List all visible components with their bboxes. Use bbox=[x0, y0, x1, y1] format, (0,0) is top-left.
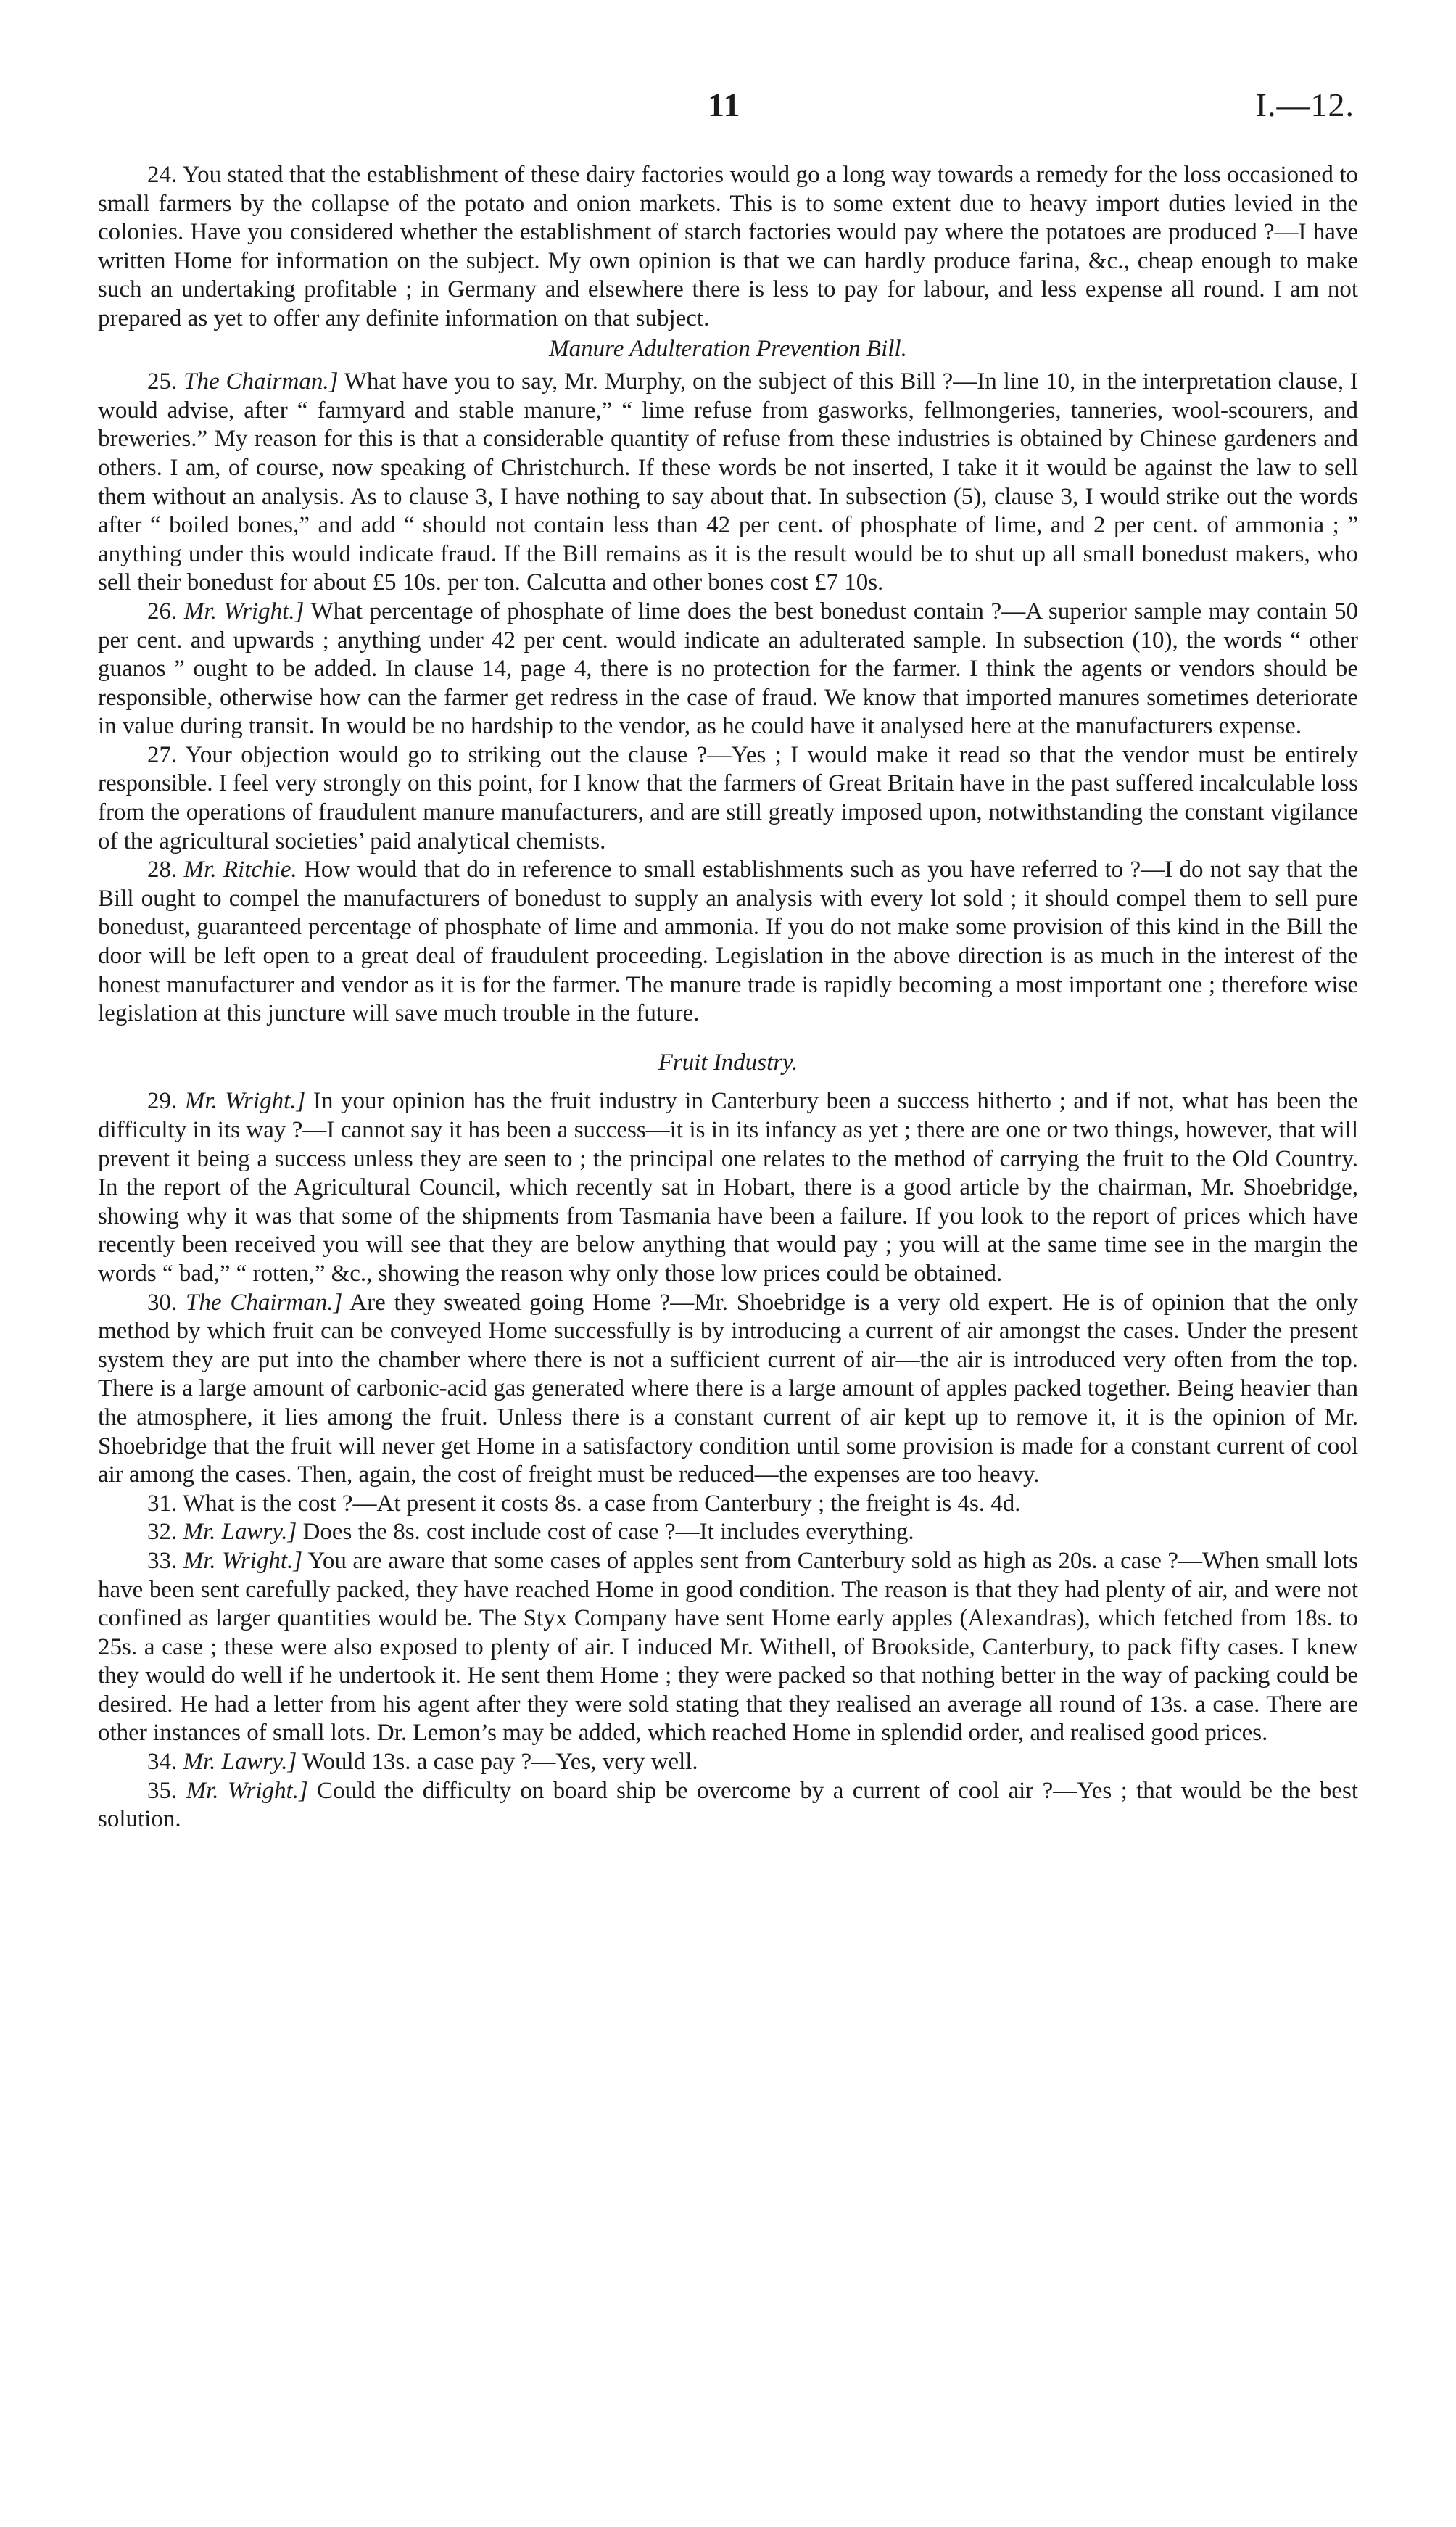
section-heading-fruit: Fruit Industry. bbox=[658, 1049, 798, 1076]
document-reference: I.—12. bbox=[1255, 86, 1354, 123]
paragraph-28: 28. Mr. Ritchie. How would that do in reference to small establishments such as you have referred to ?—I do not say that the Bill ought to compel the manufacturers of bonedust to supply an analysis with every lot sold ; it should compel them to sell pure bonedust, guaranteed percentage of phosphate of lime and ammonia. If you do not make some provision of this kind in the Bill the door will be left open to a great deal of fraudulent proceeding. Legislation in the above direction is as much in the interest of the honest manufacturer and vendor as it is for the farmer. The manure trade is rapidly becoming a most important one ; therefore wise legislation at this juncture will save much trouble in the future. bbox=[98, 857, 1359, 1027]
speaker: Mr. Ritchie. bbox=[183, 857, 297, 883]
paragraph-35: 35. Mr. Wright.] Could the difficulty on board ship be overcome by a current of cool air ?—Yes ; that would be the best solution. bbox=[98, 1777, 1359, 1833]
speaker: Mr. Lawry.] bbox=[183, 1519, 297, 1546]
paragraph-24: 24. You stated that the establishment of these dairy factories would go a long way towards a remedy for the loss occasioned to small farmers by the collapse of the potato and onion markets. This is to some extent due to heavy import duties levied in the colonies. Have you considered whether the establishment of starch factories would pay where the potatoes are produced ?—I have written Home for information on the subject. My own opinion is that we can hardly produce farina, &c., cheap enough to make such an undertaking profitable ; in Germany and elsewhere there is less to pay for labour, and less expense all round. I am not prepared as yet to offer any definite information on that subject. bbox=[98, 162, 1358, 331]
paragraph-34: 34. Mr. Lawry.] Would 13s. a case pay ?—Yes, very well. bbox=[147, 1749, 698, 1776]
paragraph-33: 33. Mr. Wright.] You are aware that some cases of apples sent from Canterbury sold as high as 20s. a case ?—When small lots have been sent carefully packed, they have reached Home in good condition. The reason is that they had plenty of air, and were not confined as larger quantities would be. The Styx Company have sent Home early apples (Alexandras), which fetched from 18s. to 25s. a case ; these were also exposed to plenty of air. I induced Mr. Withell, of Brookside, Canterbury, to pack fifty cases. I knew they would do well if he undertook it. He sent them Home ; they were packed so that nothing better in the way of packing could be desired. He had a letter from his agent after they were sold stating that they realised an average all round of 13s. a case. There are other instances of small lots. Dr. Lemon’s may be added, which reached Home in splendid order, and realised good prices. bbox=[98, 1547, 1359, 1747]
paragraph-29: 29. Mr. Wright.] In your opinion has the fruit industry in Canterbury been a success hitherto ; and if not, what has been the difficulty in its way ?—I cannot say it has been a success—it is in its infancy as yet ; there are one or two things, however, that will prevent it being a success unless they are seen to ; the principal one relates to the method of carrying the fruit to the Old Country. In the report of the Agricultural Council, which recently sat in Hobart, there is a good article by the chairman, Mr. Shoebridge, showing why it was that some of the shipments from Tasmania have been a failure. If you look to the report of prices which have recently been received you will see that they are below anything that would pay ; you will at the same time see in the margin the words “ bad,” “ rotten,” &c., showing the reason why only those low prices could be obtained. bbox=[98, 1088, 1358, 1287]
speaker: Mr. Lawry.] bbox=[183, 1749, 297, 1776]
speaker: Mr. Wright.] bbox=[186, 1777, 308, 1804]
page-number: 11 bbox=[708, 86, 741, 123]
section-heading-manure: Manure Adulteration Prevention Bill. bbox=[549, 335, 907, 362]
speaker: The Chairman.] bbox=[183, 368, 339, 395]
paragraph-32: 32. Mr. Lawry.] Does the 8s. cost include cost of case ?—It includes everything. bbox=[147, 1519, 914, 1546]
paragraph-26: 26. Mr. Wright.] What percentage of phosphate of lime does the best bonedust contain ?—A superior sample may contain 50 per cent. and upwards ; anything under 42 per cent. would indicate an adulterated sample. In subsection (10), the words “ other guanos ” ought to be added. In clause 14, page 4, there is no protection for the farmer. I think the agents or vendors should be responsible, otherwise how can the farmer get redress in the case of fraud. We know that imported manures sometimes deteriorate in value during transit. In would be no hardship to the vendor, as he could have it analysed here at the manufacturers expense. bbox=[98, 598, 1358, 740]
paragraph-27: 27. Your objection would go to striking out the clause ?—Yes ; I would make it read so that the vendor must be entirely responsible. I feel very strongly on this point, for I know that the farmers of Great Britain have in the past suffered incalculable loss from the operations of fraudulent manure manufacturers, and are still greatly imposed upon, notwithstanding the constant vigilance of the agricultural societies’ paid analytical chemists. bbox=[98, 741, 1358, 854]
speaker: Mr. Wright.] bbox=[183, 1547, 303, 1574]
speaker: Mr. Wright.] bbox=[183, 598, 305, 624]
speaker: The Chairman.] bbox=[186, 1289, 343, 1316]
speaker: Mr. Wright.] bbox=[184, 1088, 306, 1115]
page-header bbox=[0, 86, 1456, 136]
paragraph-30: 30. The Chairman.] Are they sweated going Home ?—Mr. Shoebridge is a very old expert. He is of opinion that the only method by which fruit can be conveyed Home successfully is by introducing a current of air amongst the cases. Under the present system they are put into the chamber where there is not a sufficient current of air—the air is introduced very often from the top. There is a large amount of carbonic-acid gas generated where there is a large amount of apples packed together. Being heavier than the atmosphere, it lies among the fruit. Unless there is a constant current of air kept up to remove it, it is the opinion of Mr. Shoebridge that the fruit will never get Home in a satisfactory condition until some provision is made for a constant current of cool air among the cases. Then, again, the cost of freight must be reduced—the expenses are too heavy. bbox=[98, 1289, 1358, 1488]
paragraph-25: 25. The Chairman.] What have you to say, Mr. Murphy, on the subject of this Bill ?—In line 10, in the interpretation clause, I would advise, after “ farmyard and stable manure,” “ lime refuse from gasworks, fellmongeries, tanneries, wool-scourers, and breweries.” My reason for this is that a considerable quantity of refuse from these industries is obtained by Chinese gardeners and others. I am, of course, now speaking of Christchurch. If these words be not inserted, I take it it would be against the law to sell them without an analysis. As to clause 3, I have nothing to say about that. In subsection (5), clause 3, I would strike out the words after “ boiled bones,” and add “ should not contain less than 42 per cent. of phosphate of lime, and 2 per cent. of ammonia ; ” anything under this would indicate fraud. If the Bill remains as it is the result would be to shut up all small bonedust makers, who sell their bonedust for about £5 10s. per ton. Calcutta and other bones cost £7 10s. bbox=[98, 368, 1359, 596]
paragraph-31: 31. What is the cost ?—At present it costs 8s. a case from Canterbury ; the freight is 4s. 4d. bbox=[147, 1490, 1021, 1517]
document-body bbox=[98, 161, 1358, 1834]
